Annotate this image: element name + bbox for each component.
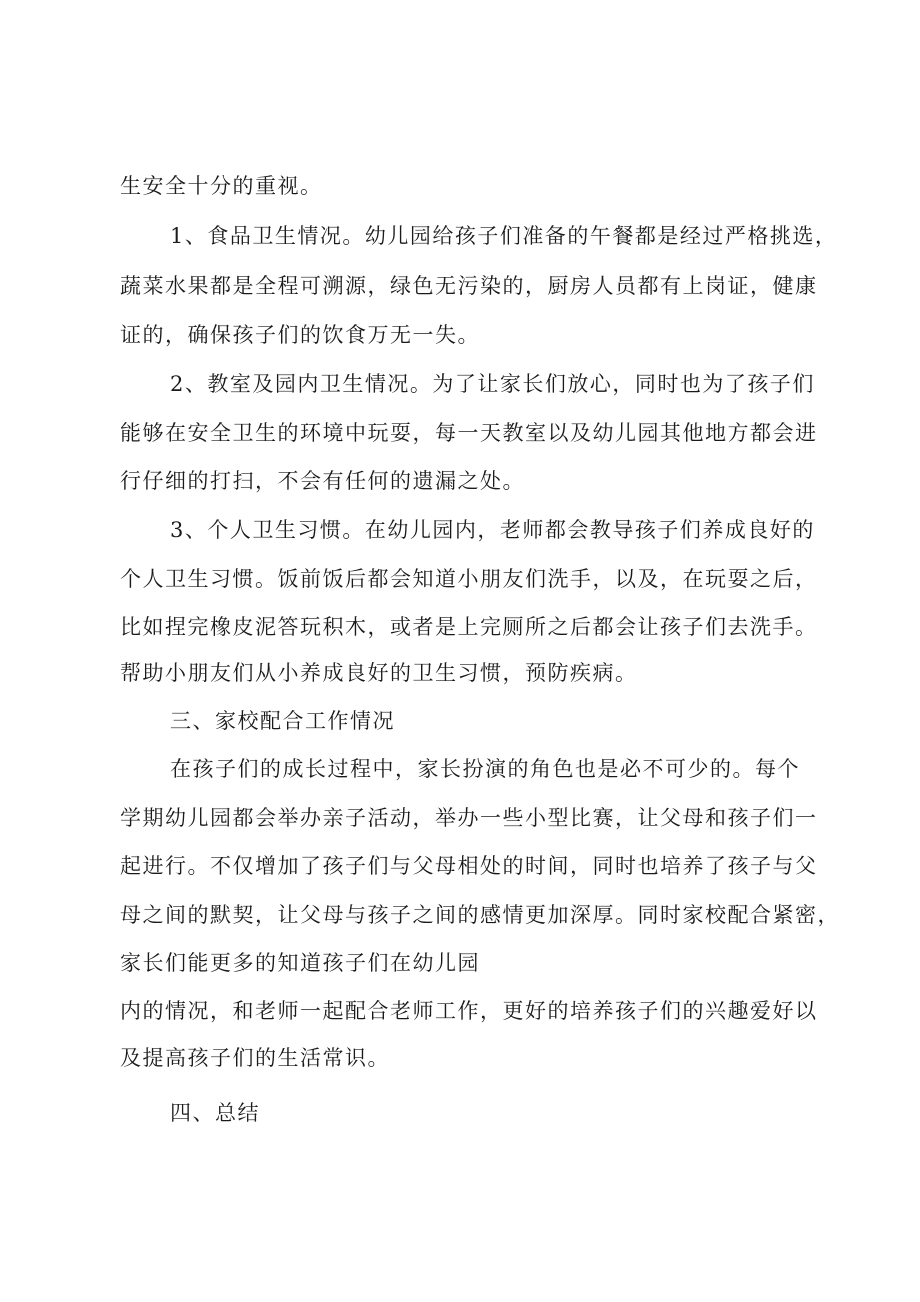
paragraph-line: 能够在安全卫生的环境中玩耍，每一天教室以及幼儿园其他地方都会进 <box>120 421 818 445</box>
paragraph-line: 蔬菜水果都是全程可溯源，绿色无污染的，厨房人员都有上岗证，健康 <box>120 274 818 298</box>
paragraph-line: 家长们能更多的知道孩子们在幼儿园 <box>120 951 480 975</box>
paragraph-line: 证的，确保孩子们的饮食万无一失。 <box>120 323 480 347</box>
section-heading: 三、家校配合工作情况 <box>170 709 395 733</box>
paragraph-line: 帮助小朋友们从小养成良好的卫生习惯，预防疾病。 <box>120 661 638 685</box>
paragraph-line: 生安全十分的重视。 <box>120 174 323 198</box>
paragraph-line: 学期幼儿园都会举办亲子活动，举办一些小型比赛，让父母和孩子们一 <box>120 806 818 830</box>
paragraph-line: 起进行。不仅增加了孩子们与父母相处的时间，同时也培养了孩子与父 <box>120 854 818 878</box>
paragraph-line: 3、个人卫生习惯。在幼儿园内，老师都会教导孩子们养成良好的 <box>170 518 815 542</box>
paragraph-line: 个人卫生习惯。饭前饭后都会知道小朋友们洗手，以及，在玩耍之后， <box>120 567 818 591</box>
paragraph-line: 比如捏完橡皮泥答玩积木，或者是上完厕所之后都会让孩子们去洗手。 <box>120 615 818 639</box>
paragraph-line: 1、食品卫生情况。幼儿园给孩子们准备的午餐都是经过严格挑选， <box>170 224 838 248</box>
paragraph-line: 及提高孩子们的生活常识。 <box>120 1046 390 1070</box>
paragraph-line: 行仔细的打扫，不会有任何的遗漏之处。 <box>120 469 525 493</box>
paragraph-line: 母之间的默契，让父母与孩子之间的感情更加深厚。同时家校配合紧密， <box>120 903 840 927</box>
paragraph-line: 在孩子们的成长过程中，家长扮演的角色也是必不可少的。每个 <box>170 757 800 781</box>
paragraph-line: 内的情况，和老师一起配合老师工作，更好的培养孩子们的兴趣爱好以 <box>120 999 818 1023</box>
section-heading: 四、总结 <box>170 1101 260 1125</box>
paragraph-line: 2、教室及园内卫生情况。为了让家长们放心，同时也为了孩子们 <box>170 372 815 396</box>
